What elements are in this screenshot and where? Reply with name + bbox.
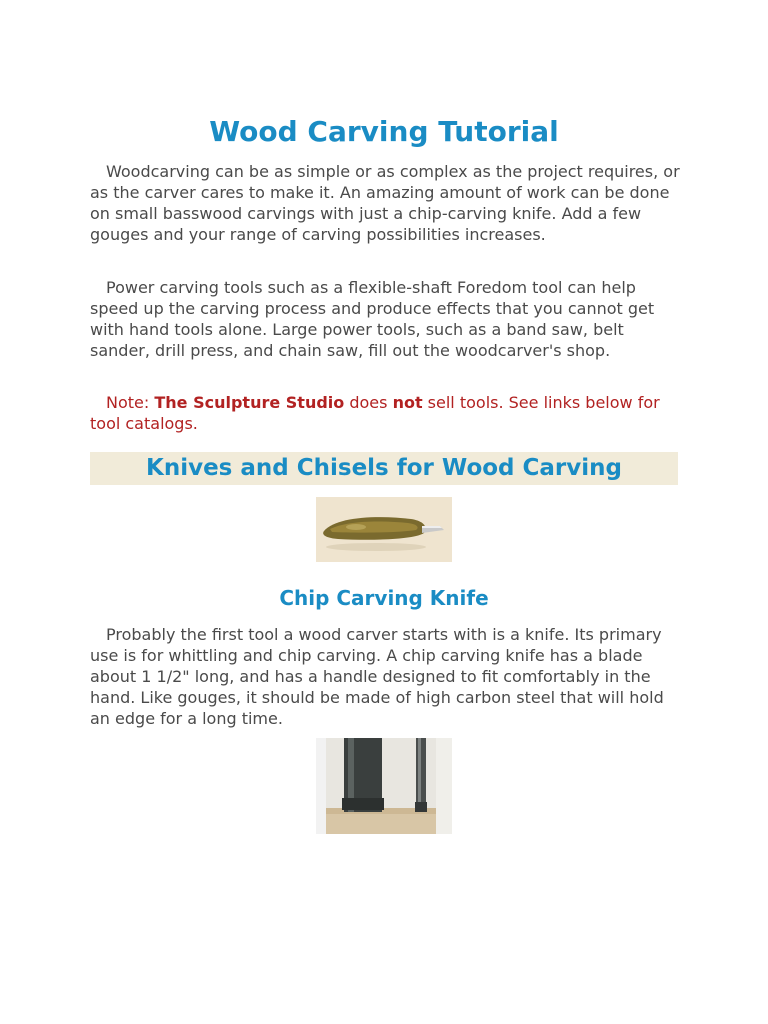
chip-carving-knife-image bbox=[316, 497, 452, 562]
intro-paragraph-1: Woodcarving can be as simple or as complex as the project requires, or as the carver cares to make it. An amazing amount of work can be done on small basswood carvings with just a chip-carving knife. Add a few gouges and your range of carving possibilities increases. bbox=[90, 162, 680, 244]
note-not: not bbox=[392, 393, 423, 412]
note-does: does bbox=[344, 393, 393, 412]
note-paragraph bbox=[90, 392, 686, 434]
chip-carving-knife-heading: Chip Carving Knife bbox=[279, 586, 489, 610]
intro-paragraph-2: Power carving tools such as a flexible-shaft Foredom tool can help speed up the carving process and produce effects that you cannot get with hand tools alone. Large power tools, such as a band saw, belt sander, drill press, and chain saw, fill out the woodcarver's shop. bbox=[90, 278, 655, 360]
chisel-illustration bbox=[316, 738, 452, 834]
page-title: Wood Carving Tutorial bbox=[209, 115, 559, 148]
note-prefix: Note: bbox=[106, 393, 155, 412]
chisel-tools-image bbox=[316, 738, 452, 834]
section-heading: Knives and Chisels for Wood Carving bbox=[146, 455, 622, 481]
knife-description: Probably the first tool a wood carver starts with is a knife. Its primary use is for whittling and chip carving. A chip carving knife has a blade about 1 1/2" long, and has a handle designed to fit comfortably in the hand. Like gouges, it should be made of high carbon steel that will hold an edge for a long time. bbox=[90, 625, 664, 728]
knife-illustration bbox=[316, 497, 452, 562]
studio-name: The Sculpture Studio bbox=[154, 393, 345, 412]
note-rest: sell tools. See links below for tool catalogs. bbox=[90, 393, 660, 433]
